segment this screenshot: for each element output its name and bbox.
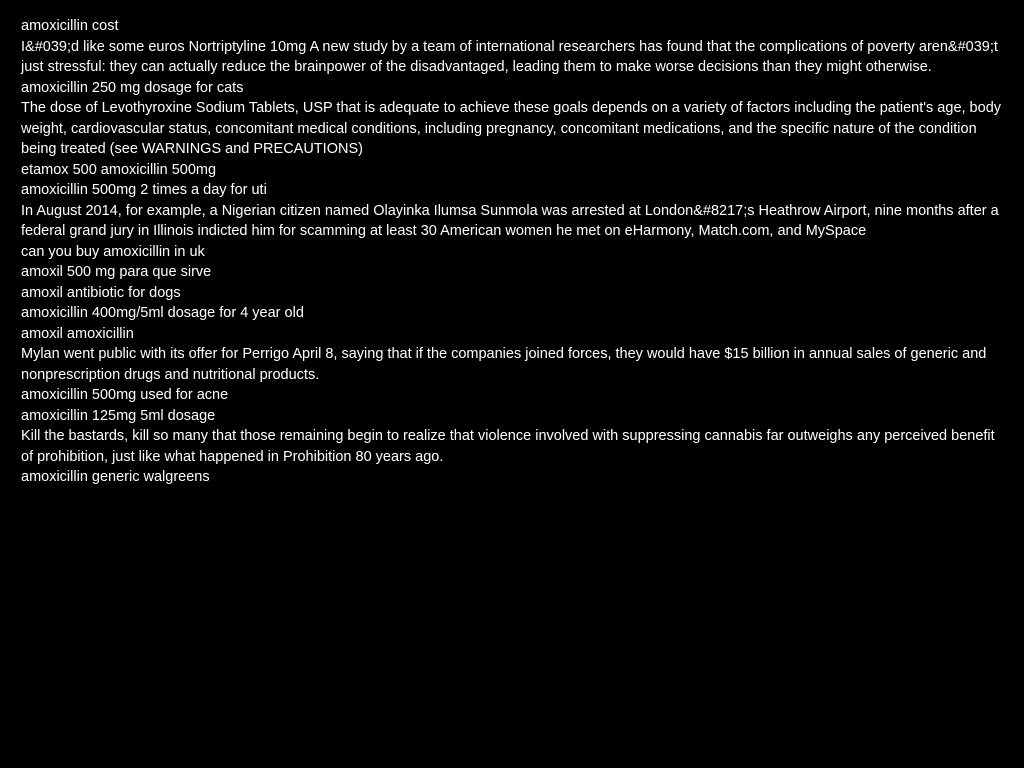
text-line: amoxil amoxicillin [21, 325, 134, 342]
text-line: amoxicillin 500mg 2 times a day for uti [21, 182, 267, 198]
text-line: I&#039;d like some euros Nortriptyline 10mg A new study by a team of international researchers has found that the complications of poverty aren&#039;t just stressful: they can actually reduce the brainpower of the disadvantaged, leading them to make worse decisions than they might otherwise. [21, 38, 998, 75]
text-line: The dose of Levothyroxine Sodium Tablets, USP that is adequate to achieve these goals depends on a variety of factors including the patient's age, body weight, cardiovascular status, concomitant medical conditions, including pregnancy, concomitant medications, and the specific nature of the condition being treated (see WARNINGS and PRECAUTIONS) [21, 100, 1002, 157]
text-line: amoxicillin 400mg/5ml dosage for 4 year old [21, 305, 304, 321]
text-line: amoxicillin generic walgreens [21, 469, 210, 485]
text-line: In August 2014, for example, a Nigerian citizen named Olayinka Ilumsa Sunmola was arrested at London&#8217;s Heathrow Airport, nine months after a federal grand jury in Illinois indicted him for scamming at least 30 American women he met on eHarmony, Match.com, and MySpace [21, 202, 999, 239]
text-line: can you buy amoxicillin in uk [21, 243, 205, 260]
text-line: amoxicillin 125mg 5ml dosage [21, 407, 216, 424]
text-line: amoxil 500 mg para que sirve [21, 264, 212, 280]
text-line: amoxicillin cost [21, 18, 119, 34]
text-line: Kill the bastards, kill so many that those remaining begin to realize that violence involved with suppressing cannabis far outweighs any perceived benefit of prohibition, just like what happened in Prohibition 80 years ago. [21, 428, 995, 465]
text-line: amoxil antibiotic for dogs [21, 284, 181, 301]
text-line: Mylan went public with its offer for Perrigo April 8, saying that if the companies joined forces, they would have $15 billion in annual sales of generic and nonprescription drugs and nutritional products. [21, 346, 987, 383]
text-line: amoxicillin 500mg used for acne [21, 387, 229, 403]
text-line: etamox 500 amoxicillin 500mg [21, 161, 217, 178]
text-line: amoxicillin 250 mg dosage for cats [21, 79, 244, 96]
text-page [21, 16, 1006, 488]
